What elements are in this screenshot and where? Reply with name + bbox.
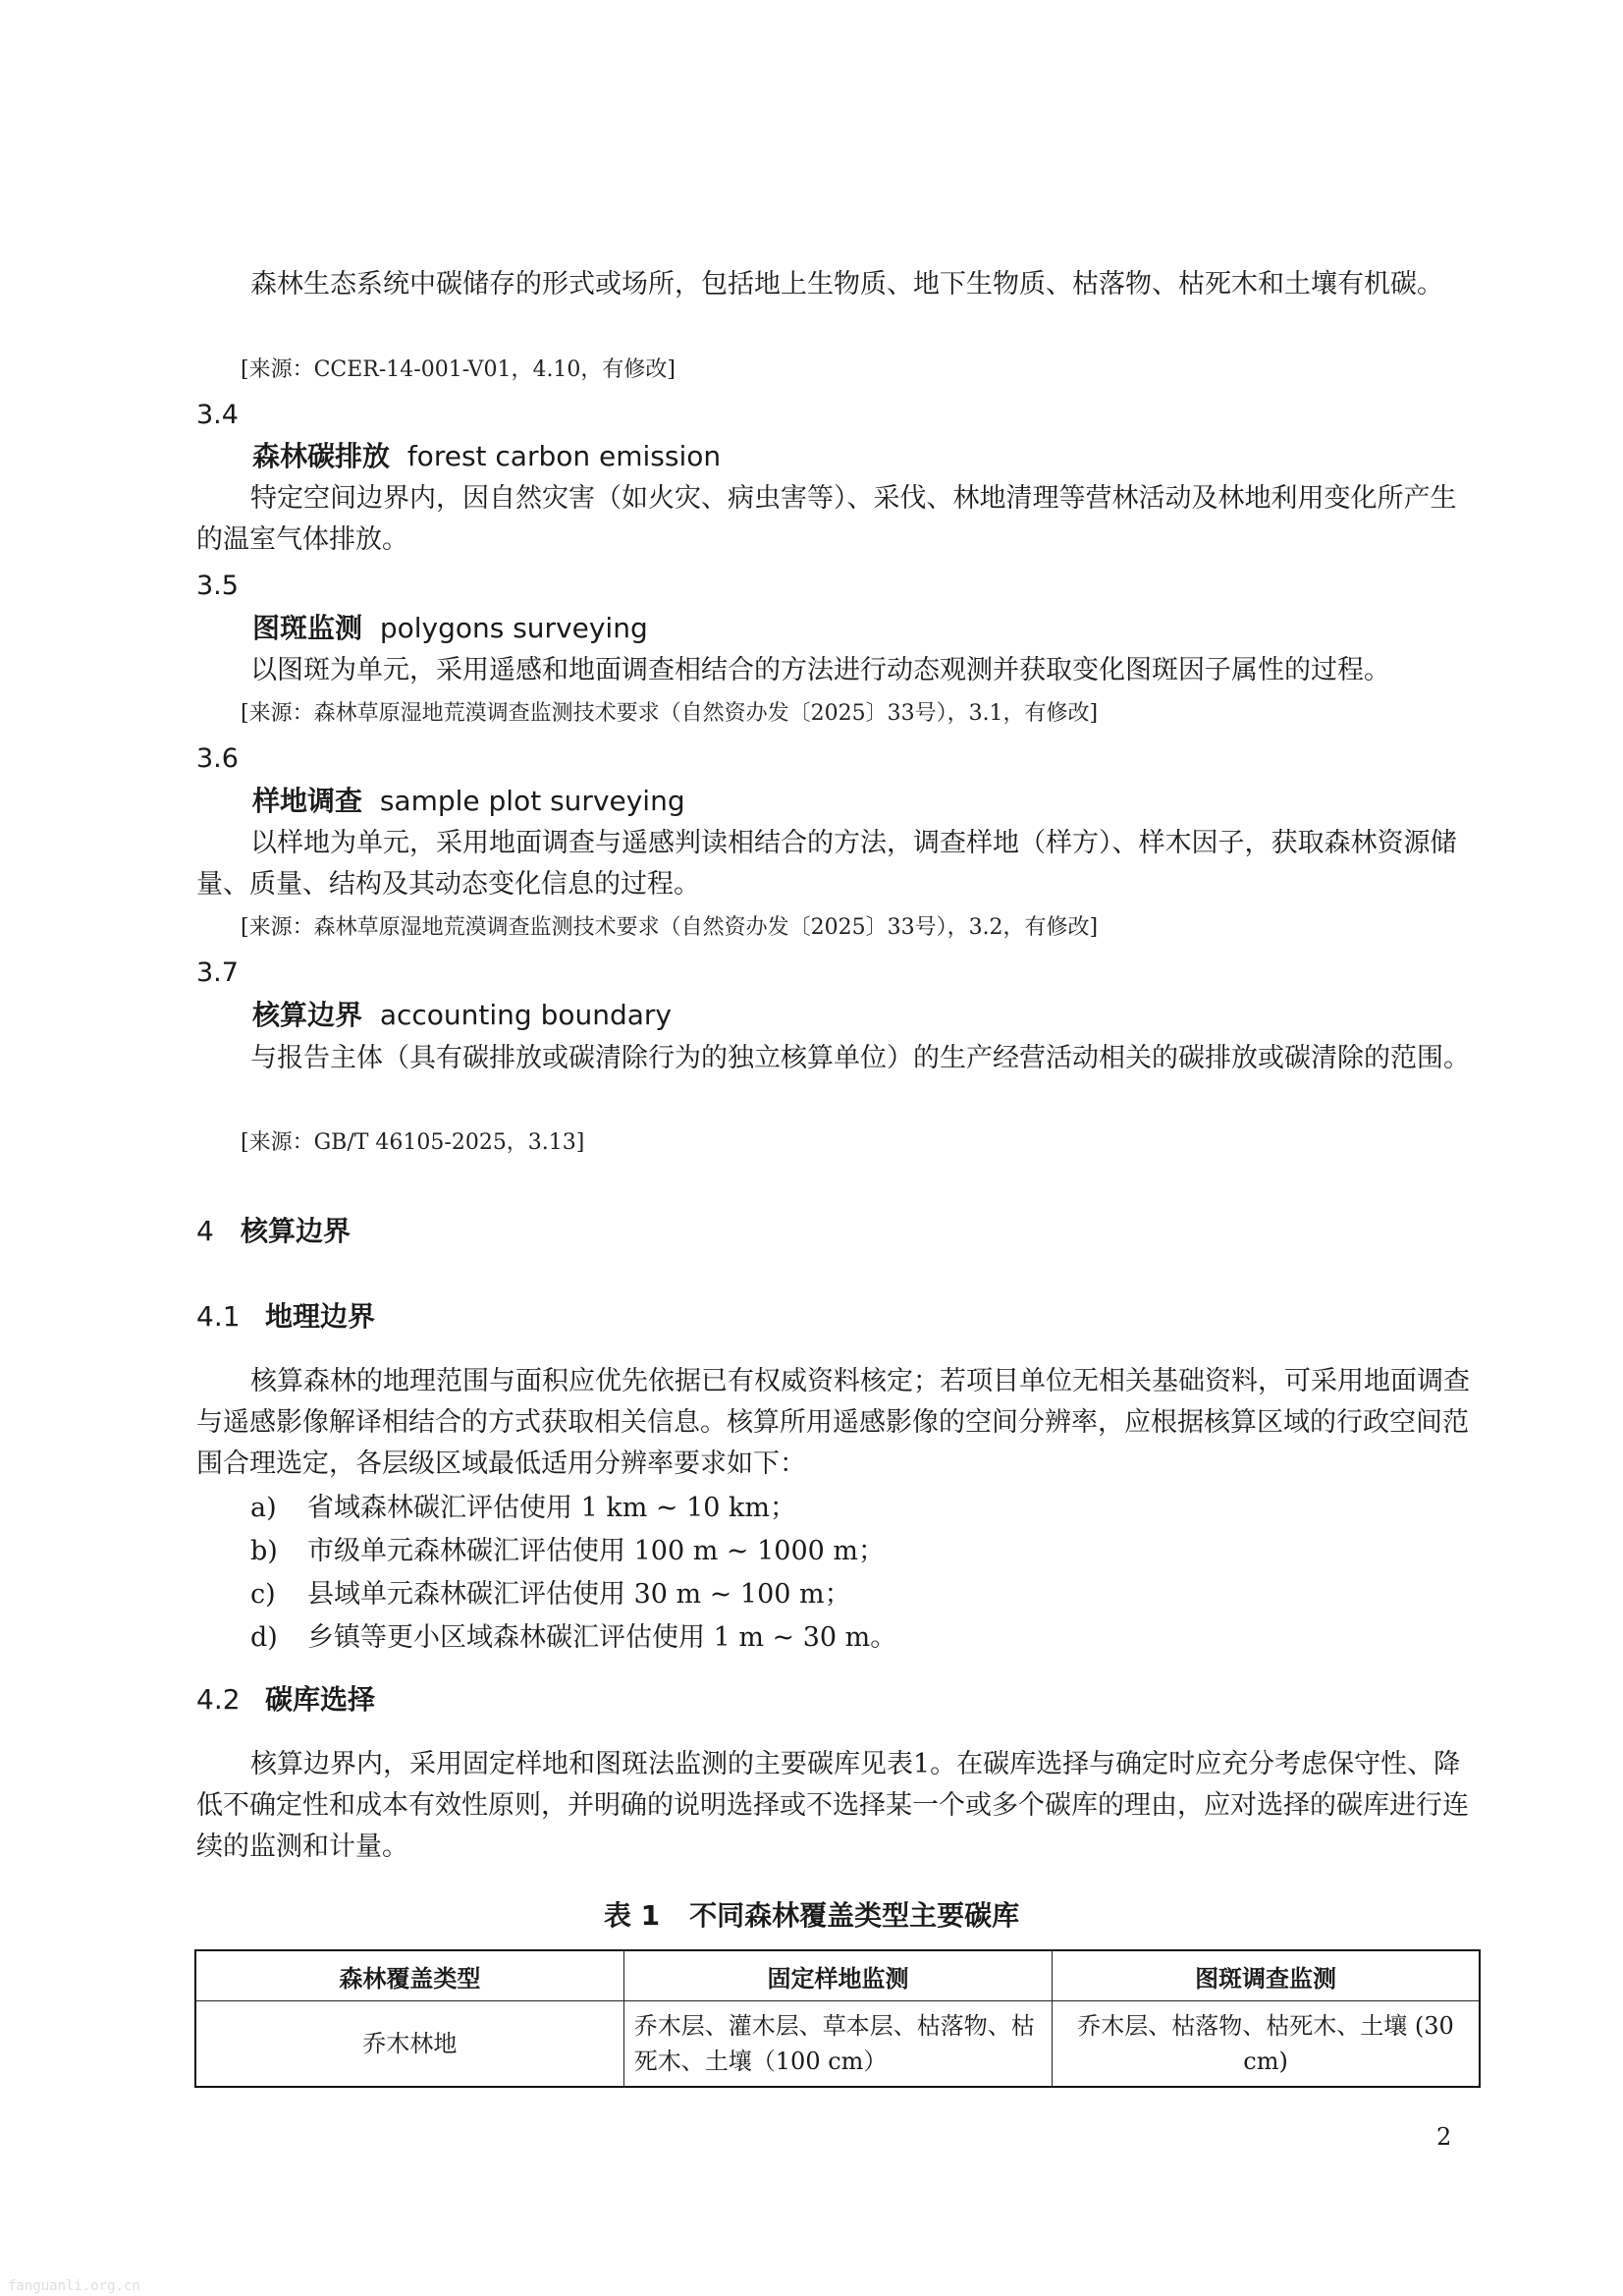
- term-en-3-7: accounting boundary: [379, 999, 672, 1031]
- page-number: 2: [1436, 2123, 1452, 2151]
- term-title-3-7: [252, 997, 672, 1034]
- table-caption-number: 表 1: [603, 1899, 661, 1932]
- table-header-cell: 图斑调查监测: [1053, 1950, 1480, 2001]
- term-title-3-4: [252, 438, 721, 475]
- source-note-3-6: [来源：森林草原湿地荒漠调查监测技术要求（自然资办发〔2025〕33号），3.2，有修改]: [241, 915, 1099, 940]
- term-definition-3-5: 以图斑为单元，采用遥感和地面调查相结合的方法进行动态观测并获取变化图斑因子属性的过程。: [250, 655, 1390, 685]
- section-title-4: 核算边界: [241, 1215, 352, 1247]
- term-cn-3-6: 样地调查: [252, 785, 363, 817]
- term-number-3-7: 3.7: [196, 957, 239, 988]
- section-title-4-2: 碳库选择: [265, 1683, 376, 1716]
- carbon-pool-definition: 森林生态系统中碳储存的形式或场所，包括地上生物质、地下生物质、枯落物、枯死木和土壤有机碳。: [250, 269, 1443, 300]
- section-title-4-1: 地理边界: [265, 1300, 376, 1333]
- term-cn-3-4: 森林碳排放: [252, 440, 391, 472]
- section-4-1-paragraph: 核算森林的地理范围与面积应优先依据已有权威资料核定；若项目单位无相关基础资料，可采用地面调查与遥感影像解译相结合的方式获取相关信息。核算所用遥感影像的空间分辨率，应根据核算区域的行政空间范围合理选定，各层级区域最低适用分辨率要求如下：: [196, 1366, 1470, 1479]
- carbon-pool-table: [194, 1949, 1481, 2088]
- term-title-3-5: [252, 610, 648, 647]
- watermark: fanguanli.org.cn: [8, 2278, 140, 2294]
- term-definition-3-6: 以样地为单元，采用地面调查与遥感判读相结合的方法，调查样地（样方）、样木因子，获取森林资源储量、质量、结构及其动态变化信息的过程。: [196, 828, 1457, 900]
- list-item: d) 乡镇等更小区域森林碳汇评估使用 1 m ~ 30 m。: [250, 1622, 897, 1653]
- term-title-3-6: [252, 783, 685, 820]
- term-number-3-6: 3.6: [196, 743, 239, 774]
- term-en-3-6: sample plot surveying: [379, 785, 685, 817]
- list-item: b) 市级单元森林碳汇评估使用 100 m ~ 1000 m；: [250, 1536, 885, 1566]
- source-note-3-3: [来源：CCER-14-001-V01，4.10，有修改]: [241, 357, 676, 382]
- term-definition-3-4: 特定空间边界内，因自然灾害（如火灾、病虫害等）、采伐、林地清理等营林活动及林地利用变化所产生的温室气体排放。: [196, 483, 1457, 555]
- source-note-3-5: [来源：森林草原湿地荒漠调查监测技术要求（自然资办发〔2025〕33号），3.1，有修改]: [241, 701, 1099, 726]
- section-heading-4-1: [196, 1298, 375, 1336]
- term-definition-3-7: 与报告主体（具有碳排放或碳清除行为的独立核算单位）的生产经营活动相关的碳排放或碳清除的范围。: [250, 1043, 1470, 1073]
- table-caption: [0, 1897, 1623, 1935]
- term-en-3-4: forest carbon emission: [406, 440, 722, 472]
- section-4-2-paragraph: 核算边界内，采用固定样地和图斑法监测的主要碳库见表1。在碳库选择与确定时应充分考虑保守性、降低不确定性和成本有效性原则，并明确的说明选择或不选择某一个或多个碳库的理由，应对选择的碳库进行连续的监测和计量。: [196, 1749, 1469, 1862]
- table-row: [195, 2001, 1480, 2088]
- table-cell: 乔木层、枯落物、枯死木、土壤 (30 cm): [1053, 2001, 1480, 2088]
- term-en-3-5: polygons surveying: [379, 612, 648, 644]
- table-header-cell: 固定样地监测: [623, 1950, 1052, 2001]
- table-caption-title: 不同森林覆盖类型主要碳库: [689, 1899, 1020, 1932]
- term-cn-3-7: 核算边界: [252, 999, 363, 1031]
- table-header-row: [195, 1950, 1480, 2001]
- section-heading-4-2: [196, 1681, 375, 1719]
- section-number-4-1: 4.1: [196, 1300, 241, 1333]
- source-note-3-7: [来源：GB/T 46105-2025，3.13]: [241, 1130, 585, 1155]
- section-heading-4: [196, 1213, 351, 1250]
- term-number-3-5: 3.5: [196, 571, 239, 601]
- section-number-4: 4: [196, 1215, 214, 1247]
- list-item: a) 省域森林碳汇评估使用 1 km ~ 10 km；: [250, 1493, 796, 1523]
- table-header-cell: 森林覆盖类型: [195, 1950, 623, 2001]
- section-number-4-2: 4.2: [196, 1683, 241, 1716]
- table-cell: 乔木层、灌木层、草本层、枯落物、枯死木、土壤（100 cm）: [623, 2001, 1052, 2088]
- term-number-3-4: 3.4: [196, 400, 239, 430]
- term-cn-3-5: 图斑监测: [252, 612, 363, 644]
- table-cell: 乔木林地: [195, 2001, 623, 2088]
- list-item: c) 县域单元森林碳汇评估使用 30 m ~ 100 m；: [250, 1579, 851, 1610]
